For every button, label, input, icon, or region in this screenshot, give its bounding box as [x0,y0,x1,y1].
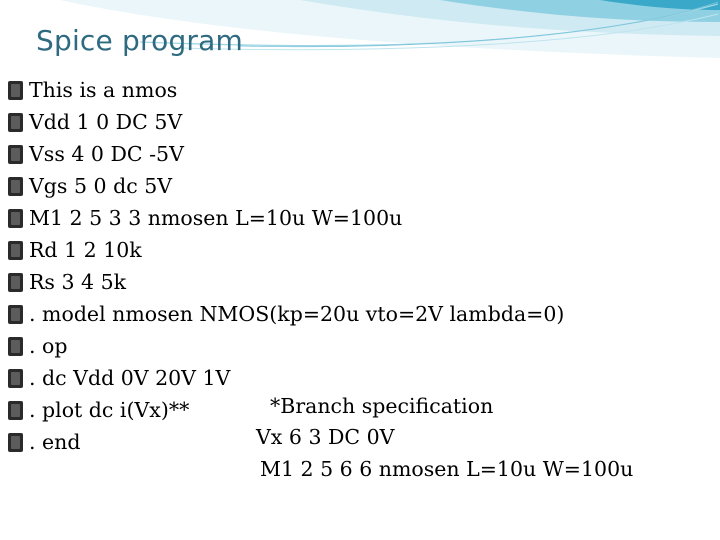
page-title: Spice program [36,24,243,57]
m1-spec-line: M1 2 5 6 6 nmosen L=10u W=100u [260,457,634,481]
list-item [8,234,564,266]
missing-glyph-bullet-icon [8,273,23,292]
list-item [8,170,564,202]
list-item [8,138,564,170]
missing-glyph-bullet-icon [8,113,23,132]
missing-glyph-bullet-icon [8,369,23,388]
missing-glyph-bullet-icon [8,209,23,228]
code-line: Vss 4 0 DC -5V [29,142,184,166]
code-line: M1 2 5 3 3 nmosen L=10u W=100u [29,206,403,230]
vx-spec-line: Vx 6 3 DC 0V [256,425,395,449]
branch-spec-note: *Branch specification [270,394,494,418]
missing-glyph-bullet-icon [8,337,23,356]
code-line: Rd 1 2 10k [29,238,142,262]
list-item [8,202,564,234]
list-item [8,298,564,330]
missing-glyph-bullet-icon [8,177,23,196]
list-item [8,74,564,106]
code-line: This is a nmos [29,78,178,102]
missing-glyph-bullet-icon [8,145,23,164]
code-line: Rs 3 4 5k [29,270,127,294]
code-line: . op [29,334,68,358]
code-line: . dc Vdd 0V 20V 1V [29,366,231,390]
list-item [8,266,564,298]
list-item [8,330,564,362]
code-line: . model nmosen NMOS(kp=20u vto=2V lambda=0) [29,302,565,326]
missing-glyph-bullet-icon [8,401,23,420]
missing-glyph-bullet-icon [8,305,23,324]
missing-glyph-bullet-icon [8,241,23,260]
missing-glyph-bullet-icon [8,81,23,100]
code-line: . plot dc i(Vx)** [29,398,190,422]
code-line: . end [29,430,81,454]
code-line: Vgs 5 0 dc 5V [29,174,173,198]
code-line: Vdd 1 0 DC 5V [29,110,183,134]
list-item [8,106,564,138]
missing-glyph-bullet-icon [8,433,23,452]
